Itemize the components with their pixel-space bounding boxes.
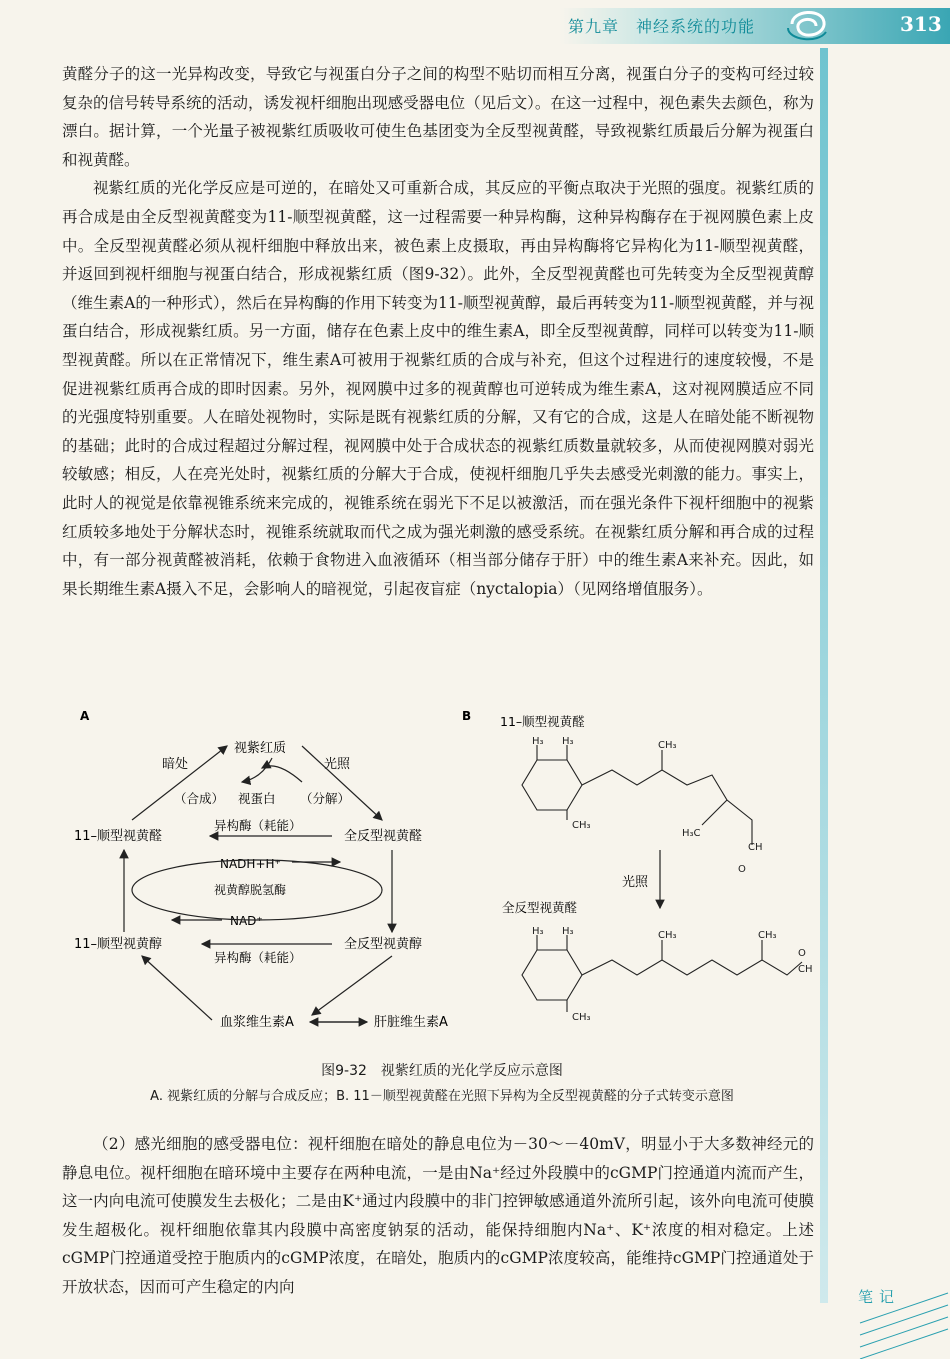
plasma-vitamin-a-label: 血浆维生素A bbox=[220, 1015, 294, 1030]
svg-text:H₃: H₃ bbox=[562, 736, 574, 747]
svg-text:CH₃: CH₃ bbox=[658, 930, 677, 941]
body-text-top bbox=[62, 60, 814, 603]
figure-diagram bbox=[62, 700, 822, 1060]
svg-text:CH₃: CH₃ bbox=[572, 820, 591, 831]
trans-retinal-structure bbox=[522, 935, 802, 1012]
liver-vitamin-a-label: 肝脏维生素A bbox=[374, 1015, 448, 1030]
figure-caption-text: A. 视紫红质的分解与合成反应；B. 11－顺型视黄醛在光照下异构为全反型视黄醛的分子式转变示意图 bbox=[150, 1089, 734, 1104]
structure-atom-labels bbox=[532, 736, 813, 1023]
cis-retinol-label: 11–顺型视黄醇 bbox=[74, 937, 163, 952]
synthesis-label: （合成） bbox=[174, 791, 225, 806]
svg-text:O: O bbox=[798, 948, 806, 959]
isomerase-top-label: 异构酶（耗能） bbox=[214, 818, 302, 833]
svg-text:H₃: H₃ bbox=[562, 926, 574, 937]
panel-b-label: B bbox=[462, 709, 472, 723]
body-text-bottom bbox=[62, 1130, 814, 1302]
chapter-title: 第九章 神经系统的功能 bbox=[568, 17, 756, 36]
light-label: 光照 bbox=[324, 757, 351, 772]
trans-structure-title: 全反型视黄醛 bbox=[502, 900, 578, 915]
page-number: 313 bbox=[900, 12, 942, 36]
rhodopsin-label: 视紫红质 bbox=[234, 741, 287, 756]
cis-structure-title: 11–顺型视黄醛 bbox=[500, 714, 585, 729]
nadh-label: NADH+H⁺ bbox=[220, 857, 281, 871]
svg-text:CH₃: CH₃ bbox=[658, 740, 677, 751]
isomerase-bottom-label: 异构酶（耗能） bbox=[214, 950, 302, 965]
trans-retinol-label: 全反型视黄醇 bbox=[344, 937, 423, 952]
paragraph-1: 黄醛分子的这一光异构改变，导致它与视蛋白分子之间的构型不贴切而相互分离，视蛋白分子的变构可经过较复杂的信号转导系统的活动，诱发视杆细胞出现感受器电位（见后文）。在这一过程中，视色素失去颜色，称为漂白。据计算，一个光量子被视紫红质吸收可使生色基团变为全反型视黄醛，导致视紫红质最后分解为视蛋白和视黄醛。 bbox=[62, 65, 814, 169]
svg-text:CH₃: CH₃ bbox=[758, 930, 777, 941]
page-header bbox=[0, 0, 950, 48]
svg-text:H₃: H₃ bbox=[532, 926, 544, 937]
margin-band bbox=[820, 48, 828, 1303]
nad-label: NAD⁺ bbox=[230, 914, 263, 928]
dark-label: 暗处 bbox=[162, 757, 189, 772]
trans-retinal-label: 全反型视黄醛 bbox=[344, 829, 423, 844]
figure-9-32 bbox=[62, 700, 822, 1110]
cis-retinal-structure bbox=[522, 745, 752, 845]
svg-text:O: O bbox=[738, 864, 746, 875]
notes-label: 笔记 bbox=[858, 1288, 901, 1306]
dehydrogenase-label: 视黄醇脱氢酶 bbox=[214, 883, 287, 897]
svg-text:CH₃: CH₃ bbox=[572, 1012, 591, 1023]
svg-text:H₃C: H₃C bbox=[682, 828, 701, 839]
opsin-label: 视蛋白 bbox=[238, 791, 276, 806]
swirl-logo-icon bbox=[782, 2, 832, 46]
panel-a-label: A bbox=[80, 709, 90, 723]
decomposition-label: （分解） bbox=[300, 791, 351, 806]
paragraph-3: （2）感光细胞的感受器电位：视杆细胞在暗处的静息电位为－30～－40mV，明显小于大多数神经元的静息电位。视杆细胞在暗环境中主要存在两种电流，一是由Na⁺经过外段膜中的cGMP门控通道内流而产生，这一内向电流可使膜发生去极化；二是由K⁺通过内段膜中的非门控钾敏感通道外流所引起，该外向电流可使膜发生超极化。视杆细胞依靠其内段膜中高密度钠泵的活动，能保持细胞内Na⁺、K⁺浓度的相对稳定。上述cGMP门控通道受控于胞质内的cGMP浓度，在暗处，胞质内的cGMP浓度较高，能维持cGMP门控通道处于开放状态，因而可产生稳定的内向 bbox=[62, 1135, 814, 1296]
light-arrow-label: 光照 bbox=[622, 875, 649, 890]
svg-text:H₃: H₃ bbox=[532, 736, 544, 747]
figure-caption-title: 图9-32 视紫红质的光化学反应示意图 bbox=[321, 1063, 563, 1079]
svg-text:CH: CH bbox=[798, 964, 813, 975]
paragraph-2: 视紫红质的光化学反应是可逆的，在暗处又可重新合成，其反应的平衡点取决于光照的强度。视紫红质的再合成是由全反型视黄醛变为11-顺型视黄醛，这一过程需要一种异构酶，这种异构酶存在于视网膜色素上皮中。全反型视黄醛必须从视杆细胞中释放出来，被色素上皮摄取，再由异构酶将它异构化为11-顺型视黄醛，并返回到视杆细胞与视蛋白结合，形成视紫红质（图9-32）。此外，全反型视黄醛也可先转变为全反型视黄醇（维生素A的一种形式），然后在异构酶的作用下转变为11-顺型视黄醇，最后再转变为11-顺型视黄醛，并与视蛋白结合，形成视紫红质。另一方面，储存在色素上皮中的维生素A，即全反型视黄醇，同样可以转变为11-顺型视黄醛。所以在正常情况下，维生素A可被用于视紫红质的合成与补充，但这个过程进行的速度较慢，不是促进视紫红质再合成的即时因素。另外，视网膜中过多的视黄醇也可逆转成为维生素A，这对视网膜适应不同的光强度特别重要。人在暗处视物时，实际是既有视紫红质的分解，又有它的合成，这是人在暗处能不断视物的基础；此时的合成过程超过分解过程，视网膜中处于合成状态的视紫红质数量就较多，从而使视网膜对弱光较敏感；相反，人在亮光处时，视紫红质的分解大于合成，使视杆细胞几乎失去感受光刺激的能力。事实上，此时人的视觉是依靠视锥系统来完成的，视锥系统在弱光下不足以被激活，而在强光条件下视杆细胞中的视紫红质较多地处于分解状态时，视锥系统就取而代之成为强光刺激的感受系统。在视紫红质分解和再合成的过程中，有一部分视黄醛被消耗，依赖于食物进入血液循环（相当部分储存于肝）中的维生素A来补充。因此，如果长期维生素A摄入不足，会影响人的暗视觉，引起夜盲症（nyctalopia）（见网络增值服务）。 bbox=[62, 179, 814, 598]
svg-text:CH: CH bbox=[748, 842, 763, 853]
cis-retinal-label: 11–顺型视黄醛 bbox=[74, 829, 163, 844]
